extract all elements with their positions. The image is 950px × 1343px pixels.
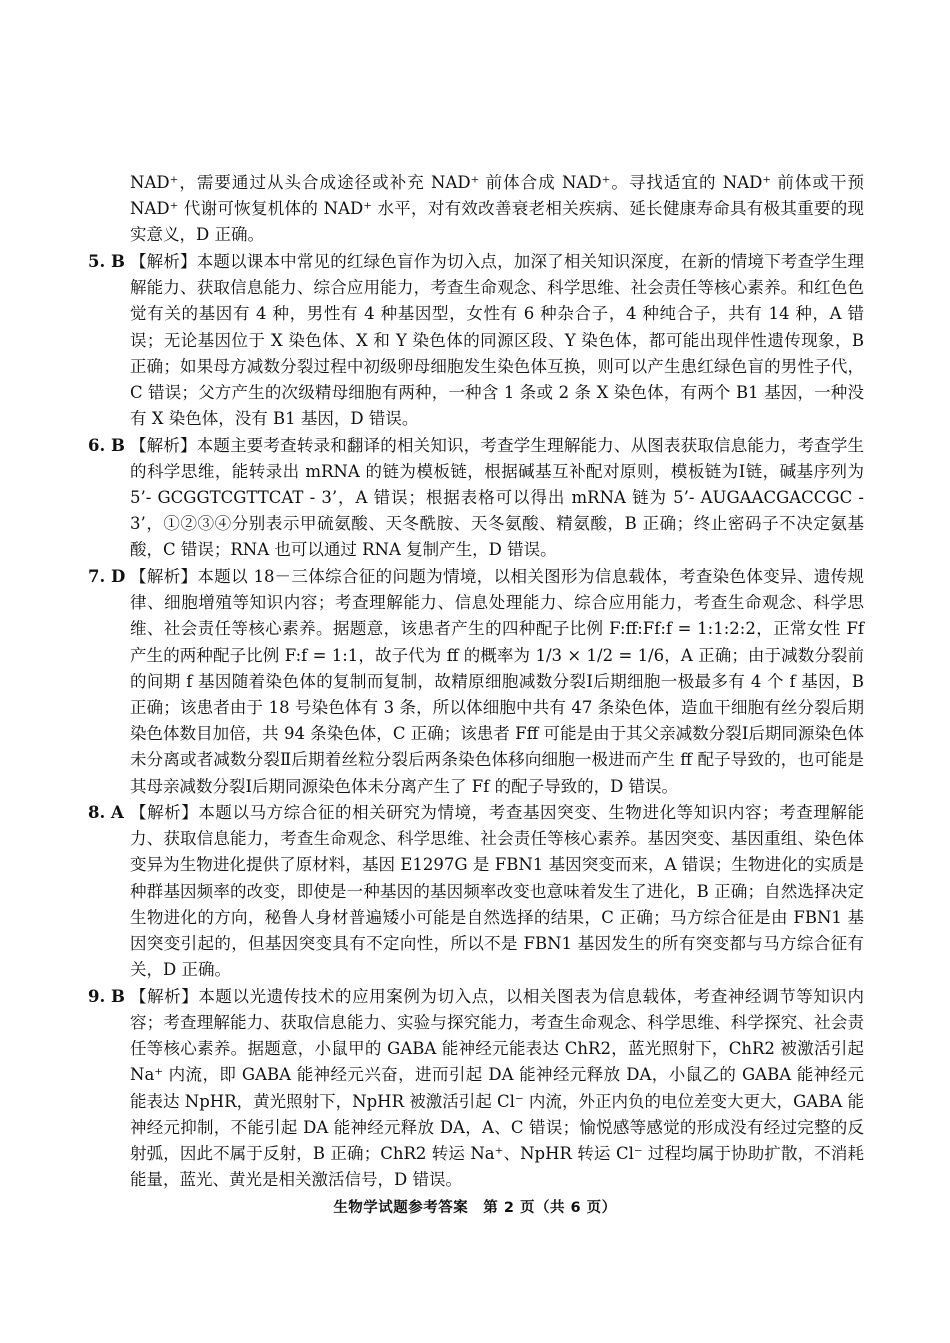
- answer-number: 5. B: [88, 251, 125, 271]
- answer-explanation: 【解析】本题以 18－三体综合征的问题为情境，以相关图形为信息载体，考查染色体变异、遗传规律、细胞增殖等知识内容；考查理解能力、信息处理能力、综合应用能力，考查生命观念、科学思维、社会责任等核心素养。据题意，该患者产生的四种配子比例 F:ff:Ff:f = 1:1:2:2，正常女性 Ff 产生的两种配子比例 F:f = 1:1，故子代为 ff 的概率为 1/3 × 1/2 = 1/6，A 正确；由于减数分裂前的间期 f 基因随着染色体的复制而复制，故精原细胞减数分裂Ⅰ后期细胞一极最多有 4 个 f 基因，B 正确；该患者由于 18 号染色体有 3 条，所以体细胞中共有 47 条染色体，造血干细胞有丝分裂后期染色体数目加倍，共 94 条染色体，C 正确；该患者 Fff 可能是由于其父亲减数分裂Ⅰ后期同源染色体未分离或者减数分裂Ⅱ后期着丝粒分裂后两条染色体移向细胞一极进而产生 ff 配子导致的，也可能是其母亲减数分裂Ⅰ后期同源染色体未分离产生了 Ff 的配子导致的，D 错误。: [130, 566, 864, 796]
- answer-item-6: [88, 433, 864, 564]
- answer-number: 9. B: [88, 986, 125, 1006]
- answer-explanation: 【解析】本题主要考查转录和翻译的相关知识，考查学生理解能力、从图表获取信息能力，考查学生的科学思维，能转录出 mRNA 的链为模板链，根据碱基互补配对原则，模板链为Ⅰ链，碱基序列为 5’- GCGGTCGTTCAT - 3’，A 错误；根据表格可以得出 mRNA 链为 5’- AUGAACGACCGC - 3’，①②③④分别表示甲硫氨酸、天冬酰胺、天冬氨酸、精氨酸，B 正确；终止密码子不决定氨基酸，C 错误；RNA 也可以通过 RNA 复制产生，D 错误。: [130, 435, 864, 560]
- answer-item-9: [88, 984, 864, 1194]
- answer-explanation: 【解析】本题以课本中常见的红绿色盲作为切入点，加深了相关知识深度，在新的情境下考查学生理解能力、获取信息能力、综合应用能力，考查生命观念、科学思维、社会责任等核心素养。和红色色觉有关的基因有 4 种，男性有 4 种基因型，女性有 6 种杂合子，4 种纯合子，共有 14 种，A 错误；无论基因位于 X 染色体、X 和 Y 染色体的同源区段、Y 染色体，都可能出现伴性遗传现象，B 正确；如果母方减数分裂过程中初级卵母细胞发生染色体互换，则可以产生患红绿色盲的男性子代，C 错误；父方产生的次级精母细胞有两种，一种含 1 条或 2 条 X 染色体，有两个 B1 基因，一种没有 X 染色体，没有 B1 基因，D 错误。: [130, 251, 864, 429]
- page-footer: 生物学试题参考答案 第 2 页（共 6 页）: [333, 1200, 617, 1216]
- answer-item-7: [88, 564, 864, 800]
- answer-number: 6. B: [88, 435, 125, 455]
- intro-continuation: [88, 170, 864, 249]
- intro-text: NAD⁺，需要通过从头合成途径或补充 NAD⁺ 前体合成 NAD⁺。寻找适宜的 NAD⁺ 前体或干预 NAD⁺ 代谢可恢复机体的 NAD⁺ 水平，对有效改善衰老相关疾病、延长健康寿命具有极其重要的现实意义，D 正确。: [130, 173, 864, 245]
- answer-content: [88, 170, 864, 1193]
- answer-explanation: 【解析】本题以光遗传技术的应用案例为切入点，以相关图表为信息载体，考查神经调节等知识内容；考查理解能力、获取信息能力、实验与探究能力，考查生命观念、科学思维、科学探究、社会责任等核心素养。据题意，小鼠甲的 GABA 能神经元能表达 ChR2，蓝光照射下，ChR2 被激活引起 Na⁺ 内流，即 GABA 能神经元兴奋，进而引起 DA 能神经元释放 DA，小鼠乙的 GABA 能神经元能表达 NpHR，黄光照射下，NpHR 被激活引起 Cl⁻ 内流，外正内负的电位差变大更大，GABA 能神经元抑制，不能引起 DA 能神经元释放 DA，A、C 错误；愉悦感等感觉的形成没有经过完整的反射弧，因此不属于反射，B 正确；ChR2 转运 Na⁺、NpHR 转运 Cl⁻ 过程均属于协助扩散，不消耗能量，蓝光、黄光是相关激活信号，D 错误。: [130, 986, 864, 1190]
- answer-number: 8. A: [88, 803, 124, 823]
- answer-item-5: [88, 249, 864, 432]
- answer-number: 7. D: [88, 566, 126, 586]
- answer-explanation: 【解析】本题以马方综合征的相关研究为情境，考查基因突变、生物进化等知识内容；考查理解能力、获取信息能力，考查生命观念、科学思维、社会责任等核心素养。基因突变、基因重组、染色体变异为生物进化提供了原材料，基因 E1297G 是 FBN1 基因突变而来，A 错误；生物进化的实质是种群基因频率的改变，即使是一种基因的基因频率改变也意味着发生了进化，B 正确；自然选择决定生物进化的方向，秘鲁人身材普遍矮小可能是自然选择的结果，C 正确；马方综合征是由 FBN1 基因突变引起的，但基因突变具有不定向性，所以不是 FBN1 基因发生的所有突变都与马方综合征有关，D 正确。: [130, 803, 864, 980]
- answer-item-8: [88, 800, 864, 983]
